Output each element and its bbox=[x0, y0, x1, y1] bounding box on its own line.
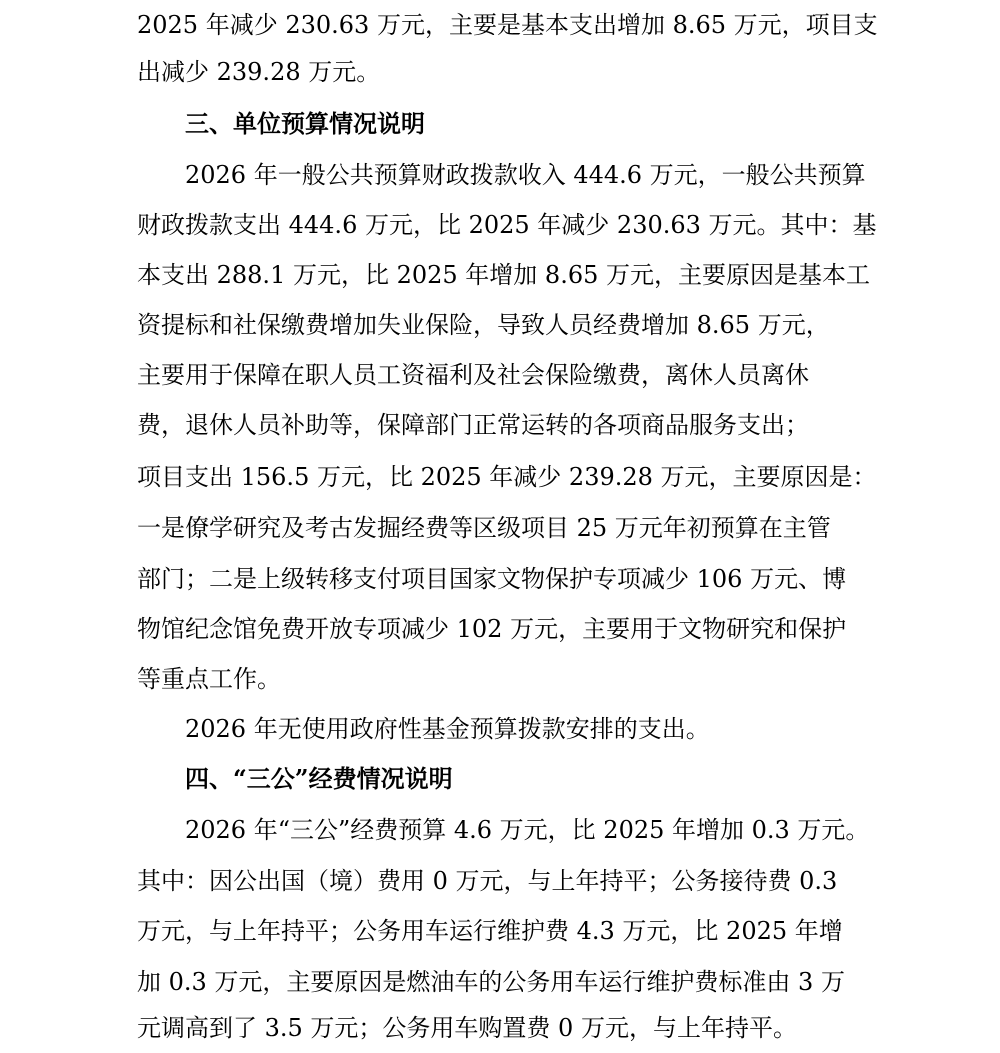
text-line: 主要用于保障在职人员工资福利及社会保险缴费，离休人员离休 bbox=[137, 361, 809, 389]
text-line: 其中：因公出国（境）费用 0 万元，与上年持平；公务接待费 0.3 bbox=[137, 867, 838, 895]
text-line: 物馆纪念馆免费开放专项减少 102 万元，主要用于文物研究和保护 bbox=[137, 615, 847, 643]
text-line: 资提标和社保缴费增加失业保险，导致人员经费增加 8.65 万元， bbox=[137, 311, 830, 339]
text-line: 2025 年减少 230.63 万元，主要是基本支出增加 8.65 万元，项目支 bbox=[137, 11, 878, 39]
text-line: 一是僚学研究及考古发掘经费等区级项目 25 万元年初预算在主管 bbox=[137, 514, 831, 542]
section-heading: 三、单位预算情况说明 bbox=[185, 109, 425, 138]
text-line: 加 0.3 万元，主要原因是燃油车的公务用车运行维护费标准由 3 万 bbox=[137, 968, 845, 996]
text-line: 万元，与上年持平；公务用车运行维护费 4.3 万元，比 2025 年增 bbox=[137, 917, 843, 945]
text-line: 2026 年“三公”经费预算 4.6 万元，比 2025 年增加 0.3 万元。 bbox=[185, 816, 870, 844]
text-line: 等重点工作。 bbox=[137, 665, 281, 693]
text-line: 部门；二是上级转移支付项目国家文物保护专项减少 106 万元、博 bbox=[137, 565, 847, 593]
text-line: 元调高到了 3.5 万元；公务用车购置费 0 万元，与上年持平。 bbox=[137, 1014, 797, 1042]
text-line: 出减少 239.28 万元。 bbox=[137, 58, 381, 86]
text-line: 本支出 288.1 万元，比 2025 年增加 8.65 万元，主要原因是基本工 bbox=[137, 261, 870, 289]
text-line: 2026 年一般公共预算财政拨款收入 444.6 万元，一般公共预算 bbox=[185, 161, 866, 189]
section-heading: 四、“三公”经费情况说明 bbox=[185, 764, 453, 793]
text-line: 2026 年无使用政府性基金预算拨款安排的支出。 bbox=[185, 715, 710, 743]
text-line: 项目支出 156.5 万元，比 2025 年减少 239.28 万元，主要原因是： bbox=[137, 463, 877, 491]
text-line: 财政拨款支出 444.6 万元，比 2025 年减少 230.63 万元。其中：基 bbox=[137, 211, 877, 239]
text-line: 费，退休人员补助等，保障部门正常运转的各项商品服务支出； bbox=[137, 411, 809, 439]
